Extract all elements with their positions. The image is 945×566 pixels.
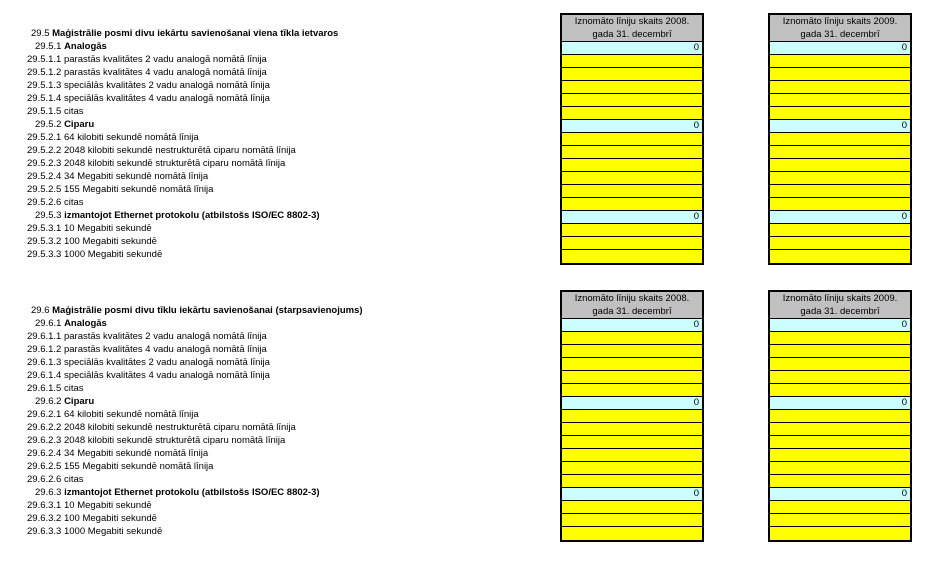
column-header-line-2: gada 31. decembrī <box>592 305 672 317</box>
item-row-label <box>27 421 296 434</box>
subtotal-row-label <box>35 395 94 408</box>
input-cell[interactable] <box>770 345 910 358</box>
input-cell[interactable] <box>562 475 702 488</box>
row-text: 155 Megabiti sekundē nomātā līnija <box>63 184 214 195</box>
row-text: citas <box>63 383 84 394</box>
item-row-label <box>27 183 213 196</box>
input-cell[interactable] <box>770 159 910 172</box>
input-cell[interactable] <box>770 436 910 449</box>
subtotal-cell: 0 <box>562 120 702 133</box>
row-number: 29.6.2.1 <box>27 409 62 420</box>
row-number: 29.5.1.3 <box>27 80 62 91</box>
section-title-text: Maģistrālie posmi divu iekārtu savienošanai viena tīkla ietvaros <box>52 28 339 39</box>
row-text: citas <box>63 474 84 485</box>
row-number: 29.6.3.2 <box>27 513 62 524</box>
input-cell[interactable] <box>770 107 910 120</box>
row-text: parastās kvalitātes 4 vadu analogā nomātā līnija <box>63 344 267 355</box>
row-number: 29.6.1.5 <box>27 383 62 394</box>
row-number: 29.5.2.5 <box>27 184 62 195</box>
row-number: 29.6.1.2 <box>27 344 62 355</box>
input-cell[interactable] <box>770 68 910 81</box>
column-header <box>770 292 910 319</box>
input-cell[interactable] <box>562 159 702 172</box>
row-number: 29.5.3.3 <box>27 249 62 260</box>
row-text: Ciparu <box>64 396 95 407</box>
subtotal-cell: 0 <box>770 120 910 133</box>
row-text: 2048 kilobiti sekundē strukturētā ciparu nomātā līnija <box>63 435 286 446</box>
input-cell[interactable] <box>770 514 910 527</box>
input-cell[interactable] <box>770 332 910 345</box>
input-cell[interactable] <box>770 224 910 237</box>
input-cell[interactable] <box>562 501 702 514</box>
row-number: 29.5.3 <box>35 210 62 221</box>
row-text: Analogās <box>64 318 107 329</box>
item-row-label <box>27 105 84 118</box>
input-cell[interactable] <box>770 462 910 475</box>
row-number: 29.5.2 <box>35 119 62 130</box>
row-number: 29.6.2.4 <box>27 448 62 459</box>
input-cell[interactable] <box>562 81 702 94</box>
input-cell[interactable] <box>770 384 910 397</box>
input-cell[interactable] <box>770 371 910 384</box>
input-cell[interactable] <box>770 94 910 107</box>
row-number: 29.6.1.1 <box>27 331 62 342</box>
column-header <box>770 15 910 42</box>
section-29-5 <box>0 13 945 289</box>
row-text: 100 Megabiti sekundē <box>63 513 157 524</box>
row-text: 2048 kilobiti sekundē nestrukturētā ciparu nomātā līnija <box>63 422 296 433</box>
input-cell[interactable] <box>770 81 910 94</box>
input-cell[interactable] <box>770 146 910 159</box>
value-column-2008 <box>560 13 704 265</box>
input-cell[interactable] <box>562 527 702 540</box>
item-row-label <box>27 512 157 525</box>
row-text: speciālās kvalitātes 4 vadu analogā nomātā līnija <box>63 93 270 104</box>
item-row-label <box>27 434 285 447</box>
row-text: parastās kvalitātes 2 vadu analogā nomātā līnija <box>63 331 267 342</box>
section-title <box>31 304 363 317</box>
item-row-label <box>27 408 199 421</box>
section-title-number: 29.5 <box>31 28 50 39</box>
subtotal-cell: 0 <box>562 397 702 410</box>
row-text: 34 Megabiti sekundē nomātā līnija <box>63 448 209 459</box>
item-row-label <box>27 144 296 157</box>
input-cell[interactable] <box>562 250 702 263</box>
input-cell[interactable] <box>562 237 702 250</box>
row-number: 29.5.2.4 <box>27 171 62 182</box>
item-row-label <box>27 131 199 144</box>
input-cell[interactable] <box>562 384 702 397</box>
row-number: 29.6.1 <box>35 318 62 329</box>
column-header <box>562 292 702 319</box>
column-header-line-2: gada 31. decembrī <box>592 28 672 40</box>
row-text: speciālās kvalitātes 4 vadu analogā nomātā līnija <box>63 370 270 381</box>
row-text: parastās kvalitātes 4 vadu analogā nomātā līnija <box>63 67 267 78</box>
item-row-label <box>27 356 270 369</box>
row-number: 29.5.2.2 <box>27 145 62 156</box>
row-number: 29.6.1.4 <box>27 370 62 381</box>
input-cell[interactable] <box>770 410 910 423</box>
value-column-2009 <box>768 290 912 542</box>
input-cell[interactable] <box>562 449 702 462</box>
input-cell[interactable] <box>562 198 702 211</box>
input-cell[interactable] <box>562 146 702 159</box>
item-row-label <box>27 460 213 473</box>
subtotal-row-label <box>35 40 107 53</box>
input-cell[interactable] <box>770 475 910 488</box>
row-number: 29.6.3 <box>35 487 62 498</box>
row-text: 1000 Megabiti sekundē <box>63 526 163 537</box>
row-number: 29.6.2.5 <box>27 461 62 472</box>
input-cell[interactable] <box>562 423 702 436</box>
row-text: izmantojot Ethernet protokolu (atbilstošs ISO/EC 8802-3) <box>64 210 320 221</box>
row-text: izmantojot Ethernet protokolu (atbilstošs ISO/EC 8802-3) <box>64 487 320 498</box>
input-cell[interactable] <box>770 449 910 462</box>
row-number: 29.6.2.2 <box>27 422 62 433</box>
input-cell[interactable] <box>770 55 910 68</box>
input-cell[interactable] <box>562 462 702 475</box>
subtotal-cell: 0 <box>770 397 910 410</box>
item-row-label <box>27 473 84 486</box>
column-header-line-2: gada 31. decembrī <box>800 305 880 317</box>
row-number: 29.5.1.1 <box>27 54 62 65</box>
row-number: 29.5.2.3 <box>27 158 62 169</box>
item-row-label <box>27 499 152 512</box>
item-row-label <box>27 369 270 382</box>
row-text: 34 Megabiti sekundē nomātā līnija <box>63 171 209 182</box>
input-cell[interactable] <box>562 332 702 345</box>
row-number: 29.5.3.1 <box>27 223 62 234</box>
row-text: 100 Megabiti sekundē <box>63 236 157 247</box>
row-number: 29.6.3.1 <box>27 500 62 511</box>
subtotal-cell: 0 <box>562 488 702 501</box>
row-text: speciālās kvalitātes 2 vadu analogā nomātā līnija <box>63 80 270 91</box>
item-row-label <box>27 447 208 460</box>
column-header-line-1: Iznomāto līniju skaits 2008. <box>574 16 690 27</box>
row-text: 1000 Megabiti sekundē <box>63 249 163 260</box>
row-number: 29.5.1 <box>35 41 62 52</box>
subtotal-cell: 0 <box>770 488 910 501</box>
input-cell[interactable] <box>770 133 910 146</box>
input-cell[interactable] <box>770 237 910 250</box>
input-cell[interactable] <box>562 410 702 423</box>
row-number: 29.5.3.2 <box>27 236 62 247</box>
input-cell[interactable] <box>562 107 702 120</box>
item-row-label <box>27 382 84 395</box>
row-text: 10 Megabiti sekundē <box>63 223 152 234</box>
row-number: 29.5.2.1 <box>27 132 62 143</box>
item-row-label <box>27 66 267 79</box>
item-row-label <box>27 157 285 170</box>
input-cell[interactable] <box>562 371 702 384</box>
input-cell[interactable] <box>562 185 702 198</box>
row-text: speciālās kvalitātes 2 vadu analogā nomātā līnija <box>63 357 270 368</box>
row-number: 29.6.2 <box>35 396 62 407</box>
row-number: 29.6.2.3 <box>27 435 62 446</box>
input-cell[interactable] <box>770 172 910 185</box>
item-row-label <box>27 248 162 261</box>
column-header <box>562 15 702 42</box>
row-text: 2048 kilobiti sekundē nestrukturētā ciparu nomātā līnija <box>63 145 296 156</box>
item-row-label <box>27 170 208 183</box>
input-cell[interactable] <box>770 527 910 540</box>
row-number: 29.6.2.6 <box>27 474 62 485</box>
row-number: 29.5.2.6 <box>27 197 62 208</box>
input-cell[interactable] <box>562 436 702 449</box>
section-title-number: 29.6 <box>31 305 50 316</box>
item-row-label <box>27 525 162 538</box>
input-cell[interactable] <box>770 423 910 436</box>
item-row-label <box>27 222 152 235</box>
item-row-label <box>27 343 267 356</box>
input-cell[interactable] <box>562 55 702 68</box>
input-cell[interactable] <box>562 133 702 146</box>
row-text: Analogās <box>64 41 107 52</box>
row-number: 29.5.1.5 <box>27 106 62 117</box>
subtotal-row-label <box>35 486 320 499</box>
row-number: 29.6.1.3 <box>27 357 62 368</box>
row-text: citas <box>63 106 84 117</box>
column-header-line-2: gada 31. decembrī <box>800 28 880 40</box>
subtotal-row-label <box>35 118 94 131</box>
subtotal-cell: 0 <box>562 319 702 332</box>
item-row-label <box>27 79 270 92</box>
item-row-label <box>27 53 267 66</box>
row-text: 10 Megabiti sekundē <box>63 500 152 511</box>
input-cell[interactable] <box>562 358 702 371</box>
section-title-text: Maģistrālie posmi divu tīklu iekārtu savienošanai (starpsavienojums) <box>52 305 363 316</box>
item-row-label <box>27 330 267 343</box>
row-text: 64 kilobiti sekundē nomātā līnija <box>63 409 199 420</box>
row-text: Ciparu <box>64 119 95 130</box>
input-cell[interactable] <box>770 250 910 263</box>
input-cell[interactable] <box>562 68 702 81</box>
column-header-line-1: Iznomāto līniju skaits 2009. <box>782 293 898 304</box>
input-cell[interactable] <box>770 198 910 211</box>
input-cell[interactable] <box>562 345 702 358</box>
subtotal-row-label <box>35 317 107 330</box>
item-row-label <box>27 196 84 209</box>
row-number: 29.6.3.3 <box>27 526 62 537</box>
item-row-label <box>27 92 270 105</box>
column-header-line-1: Iznomāto līniju skaits 2008. <box>574 293 690 304</box>
input-cell[interactable] <box>562 514 702 527</box>
value-column-2008 <box>560 290 704 542</box>
input-cell[interactable] <box>770 358 910 371</box>
row-text: citas <box>63 197 84 208</box>
section-title <box>31 27 338 40</box>
input-cell[interactable] <box>562 172 702 185</box>
input-cell[interactable] <box>562 94 702 107</box>
row-text: parastās kvalitātes 2 vadu analogā nomātā līnija <box>63 54 267 65</box>
subtotal-cell: 0 <box>770 319 910 332</box>
row-number: 29.5.1.4 <box>27 93 62 104</box>
subtotal-row-label <box>35 209 320 222</box>
value-column-2009 <box>768 13 912 265</box>
row-text: 2048 kilobiti sekundē strukturētā ciparu nomātā līnija <box>63 158 286 169</box>
item-row-label <box>27 235 157 248</box>
subtotal-cell: 0 <box>770 42 910 55</box>
input-cell[interactable] <box>562 224 702 237</box>
subtotal-cell: 0 <box>770 211 910 224</box>
input-cell[interactable] <box>770 501 910 514</box>
input-cell[interactable] <box>770 185 910 198</box>
subtotal-cell: 0 <box>562 42 702 55</box>
row-text: 64 kilobiti sekundē nomātā līnija <box>63 132 199 143</box>
column-header-line-1: Iznomāto līniju skaits 2009. <box>782 16 898 27</box>
row-number: 29.5.1.2 <box>27 67 62 78</box>
row-text: 155 Megabiti sekundē nomātā līnija <box>63 461 214 472</box>
section-29-6 <box>0 290 945 566</box>
subtotal-cell: 0 <box>562 211 702 224</box>
